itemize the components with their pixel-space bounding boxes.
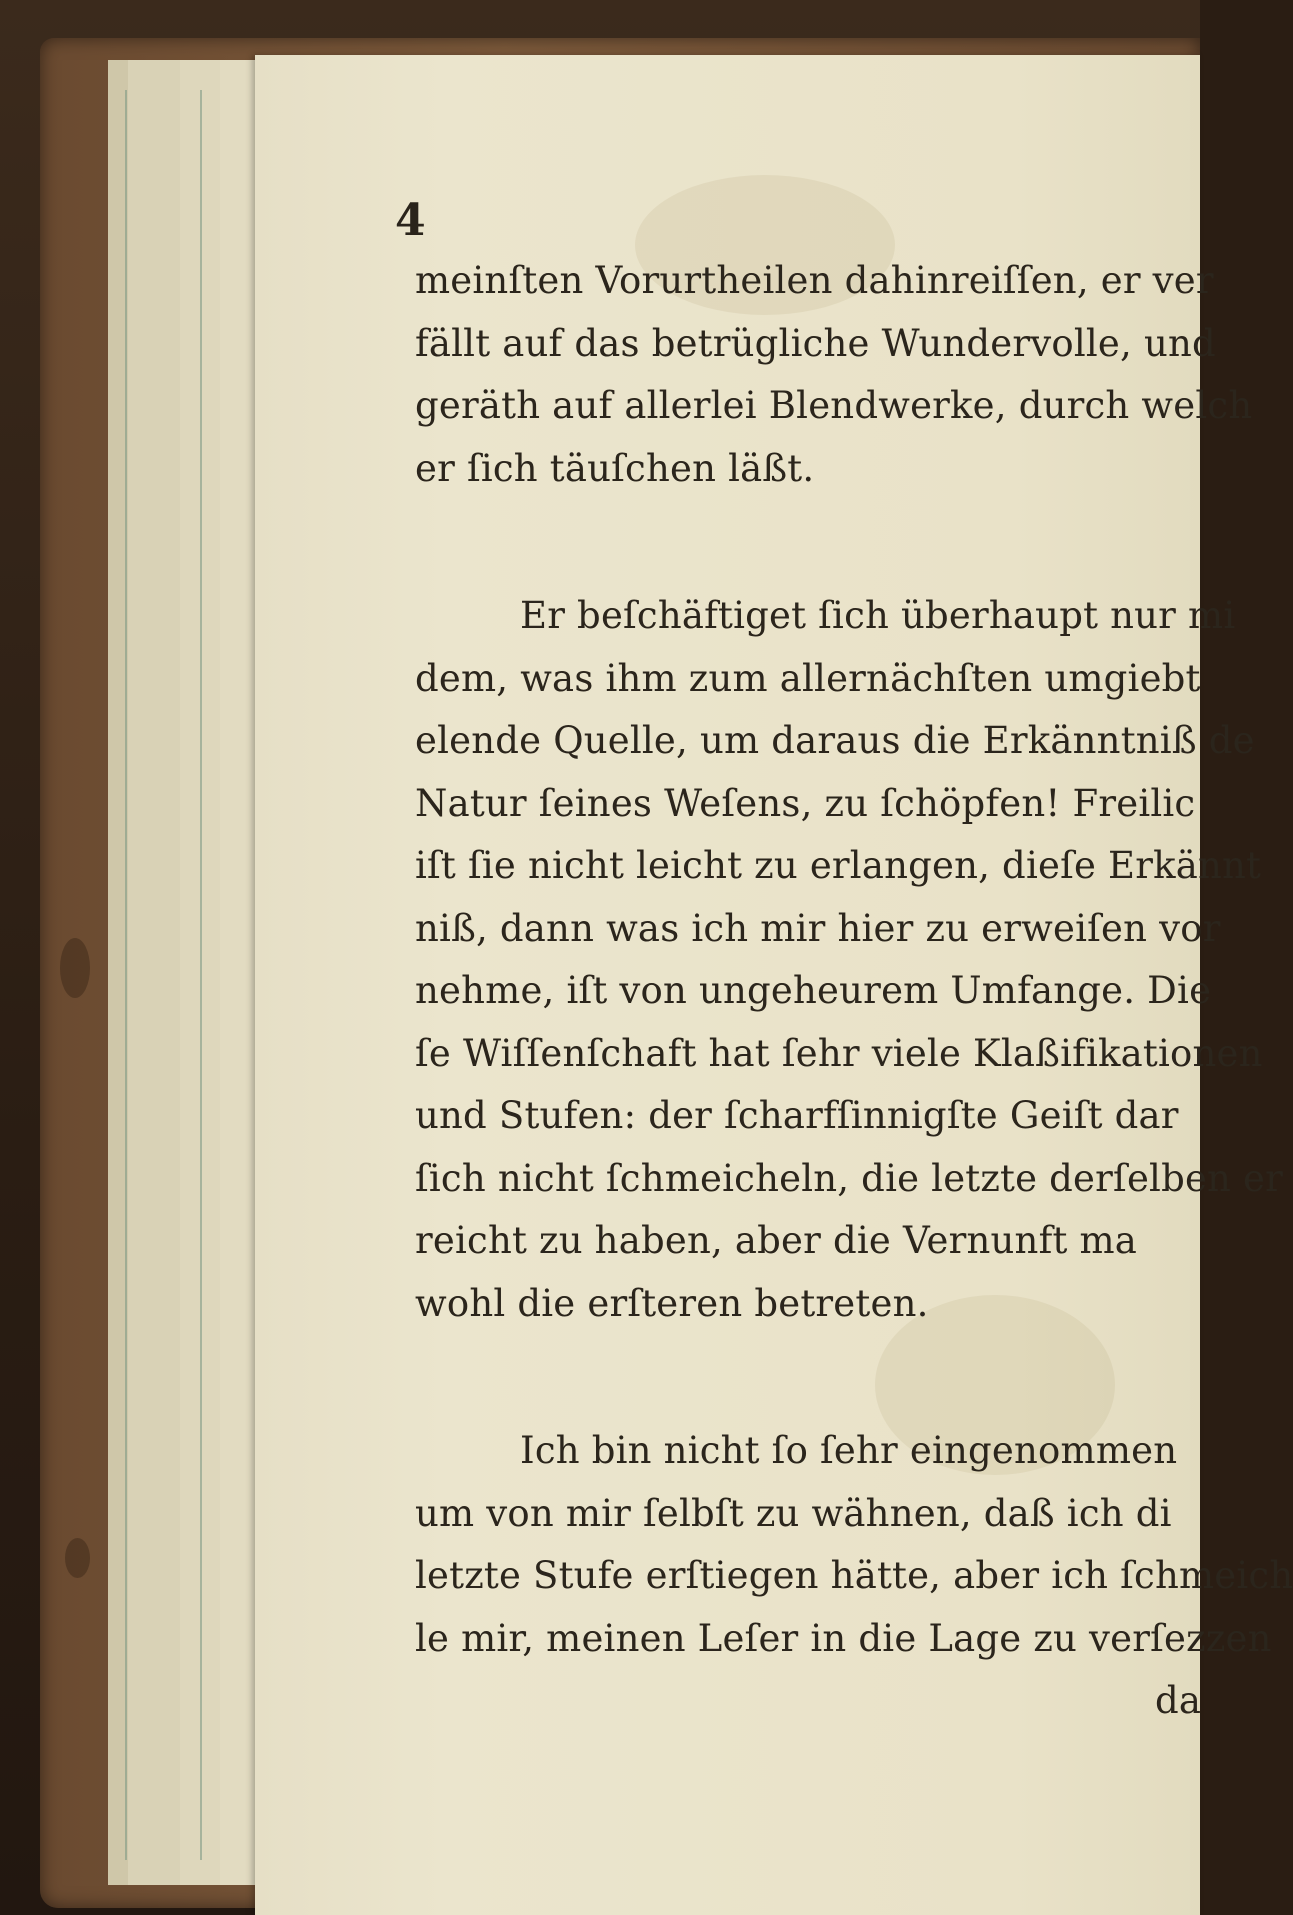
paragraph-2 bbox=[415, 585, 1284, 1335]
paragraph-gap bbox=[415, 500, 1235, 585]
page-number: 4 bbox=[395, 195, 426, 246]
text-line: niß, dann was ich mir hier zu erweiſen vor bbox=[415, 906, 1221, 950]
text-line: meinſten Vorurtheilen dahinreiſſen, er ver bbox=[415, 259, 1214, 302]
body-text bbox=[415, 250, 1293, 1733]
text-line: reicht zu haben, aber die Vernunft ma bbox=[415, 1219, 1138, 1262]
text-line: und Stufen: der ſcharfſinnigſte Geiſt dar bbox=[415, 1094, 1179, 1137]
text-line: wohl die erſteren betreten. bbox=[415, 1281, 929, 1325]
text-line: Er beſchäftiget ſich überhaupt nur mi bbox=[520, 594, 1236, 637]
text-line: ſe Wiſſenſchaft hat ſehr viele Klaßifikationen bbox=[415, 1031, 1263, 1075]
text-line: letzte Stufe erſtiegen hätte, aber ich ſchmeich bbox=[415, 1554, 1293, 1597]
cover-wear-spot bbox=[65, 1538, 90, 1578]
paragraph-gap bbox=[415, 1335, 1235, 1420]
text-line: elende Quelle, um daraus die Erkänntniß de bbox=[415, 719, 1255, 762]
paragraph-3 bbox=[415, 1420, 1293, 1670]
page-edge-line bbox=[125, 90, 127, 1860]
text-line: Ich bin nicht ſo ſehr eingenommen bbox=[520, 1429, 1178, 1472]
text-line: dem, was ihm zum allernächſten umgiebt bbox=[415, 656, 1201, 700]
cover-wear-spot bbox=[60, 938, 90, 998]
text-line: geräth auf allerlei Blendwerke, durch welch bbox=[415, 384, 1253, 427]
text-line: fällt auf das betrügliche Wundervolle, und bbox=[415, 321, 1216, 365]
text-line: ſich nicht ſchmeicheln, die letzte derſelben er bbox=[415, 1156, 1284, 1200]
paragraph-1 bbox=[415, 250, 1253, 500]
page-edge-line bbox=[200, 90, 202, 1860]
text-line: le mir, meinen Leſer in die Lage zu verſezzen bbox=[415, 1616, 1272, 1660]
text-line: um von mir ſelbſt zu wähnen, daß ich di bbox=[415, 1491, 1172, 1535]
text-line: Natur ſeines Weſens, zu ſchöpfen! Freilic bbox=[415, 781, 1196, 825]
text-line: nehme, iſt von ungeheurem Umfange. Die bbox=[415, 969, 1212, 1012]
catchword: da bbox=[1155, 1679, 1202, 1722]
text-line: er ſich täuſchen läßt. bbox=[415, 446, 815, 490]
text-line: iſt ſie nicht leicht zu erlangen, dieſe Erkännt bbox=[415, 844, 1262, 887]
